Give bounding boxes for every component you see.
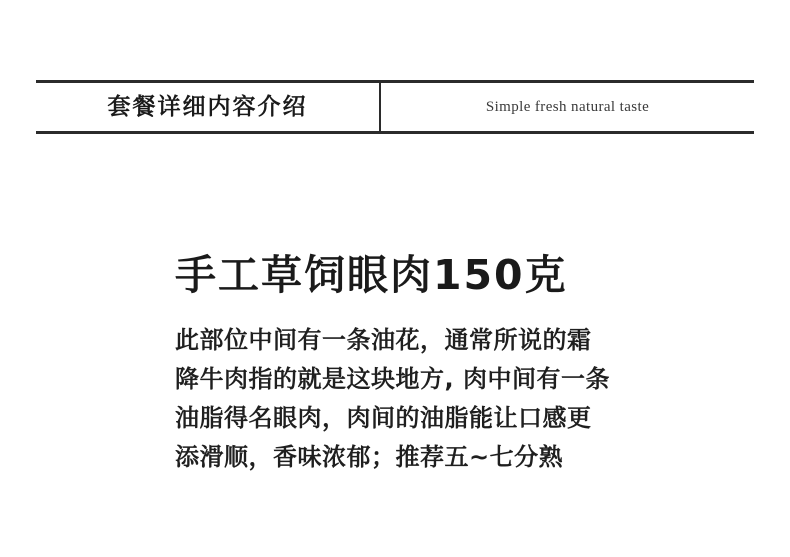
header-subtitle: Simple fresh natural taste [485, 98, 650, 115]
product-description: 此部位中间有一条油花，通常所说的霜降牛肉指的就是这块地方, 肉中间有一条油脂得名眼肉，肉间的油脂能让口感更添滑顺，香味浓郁；推荐五~七分熟 [175, 326, 610, 471]
header-title-cell [36, 83, 381, 131]
section-header-band [36, 80, 754, 134]
header-subtitle-cell [381, 83, 754, 131]
page-title: 套餐详细内容介绍 [107, 93, 308, 120]
product-name: 手工草饲眼肉150克 [175, 251, 568, 299]
product-content [175, 252, 645, 477]
